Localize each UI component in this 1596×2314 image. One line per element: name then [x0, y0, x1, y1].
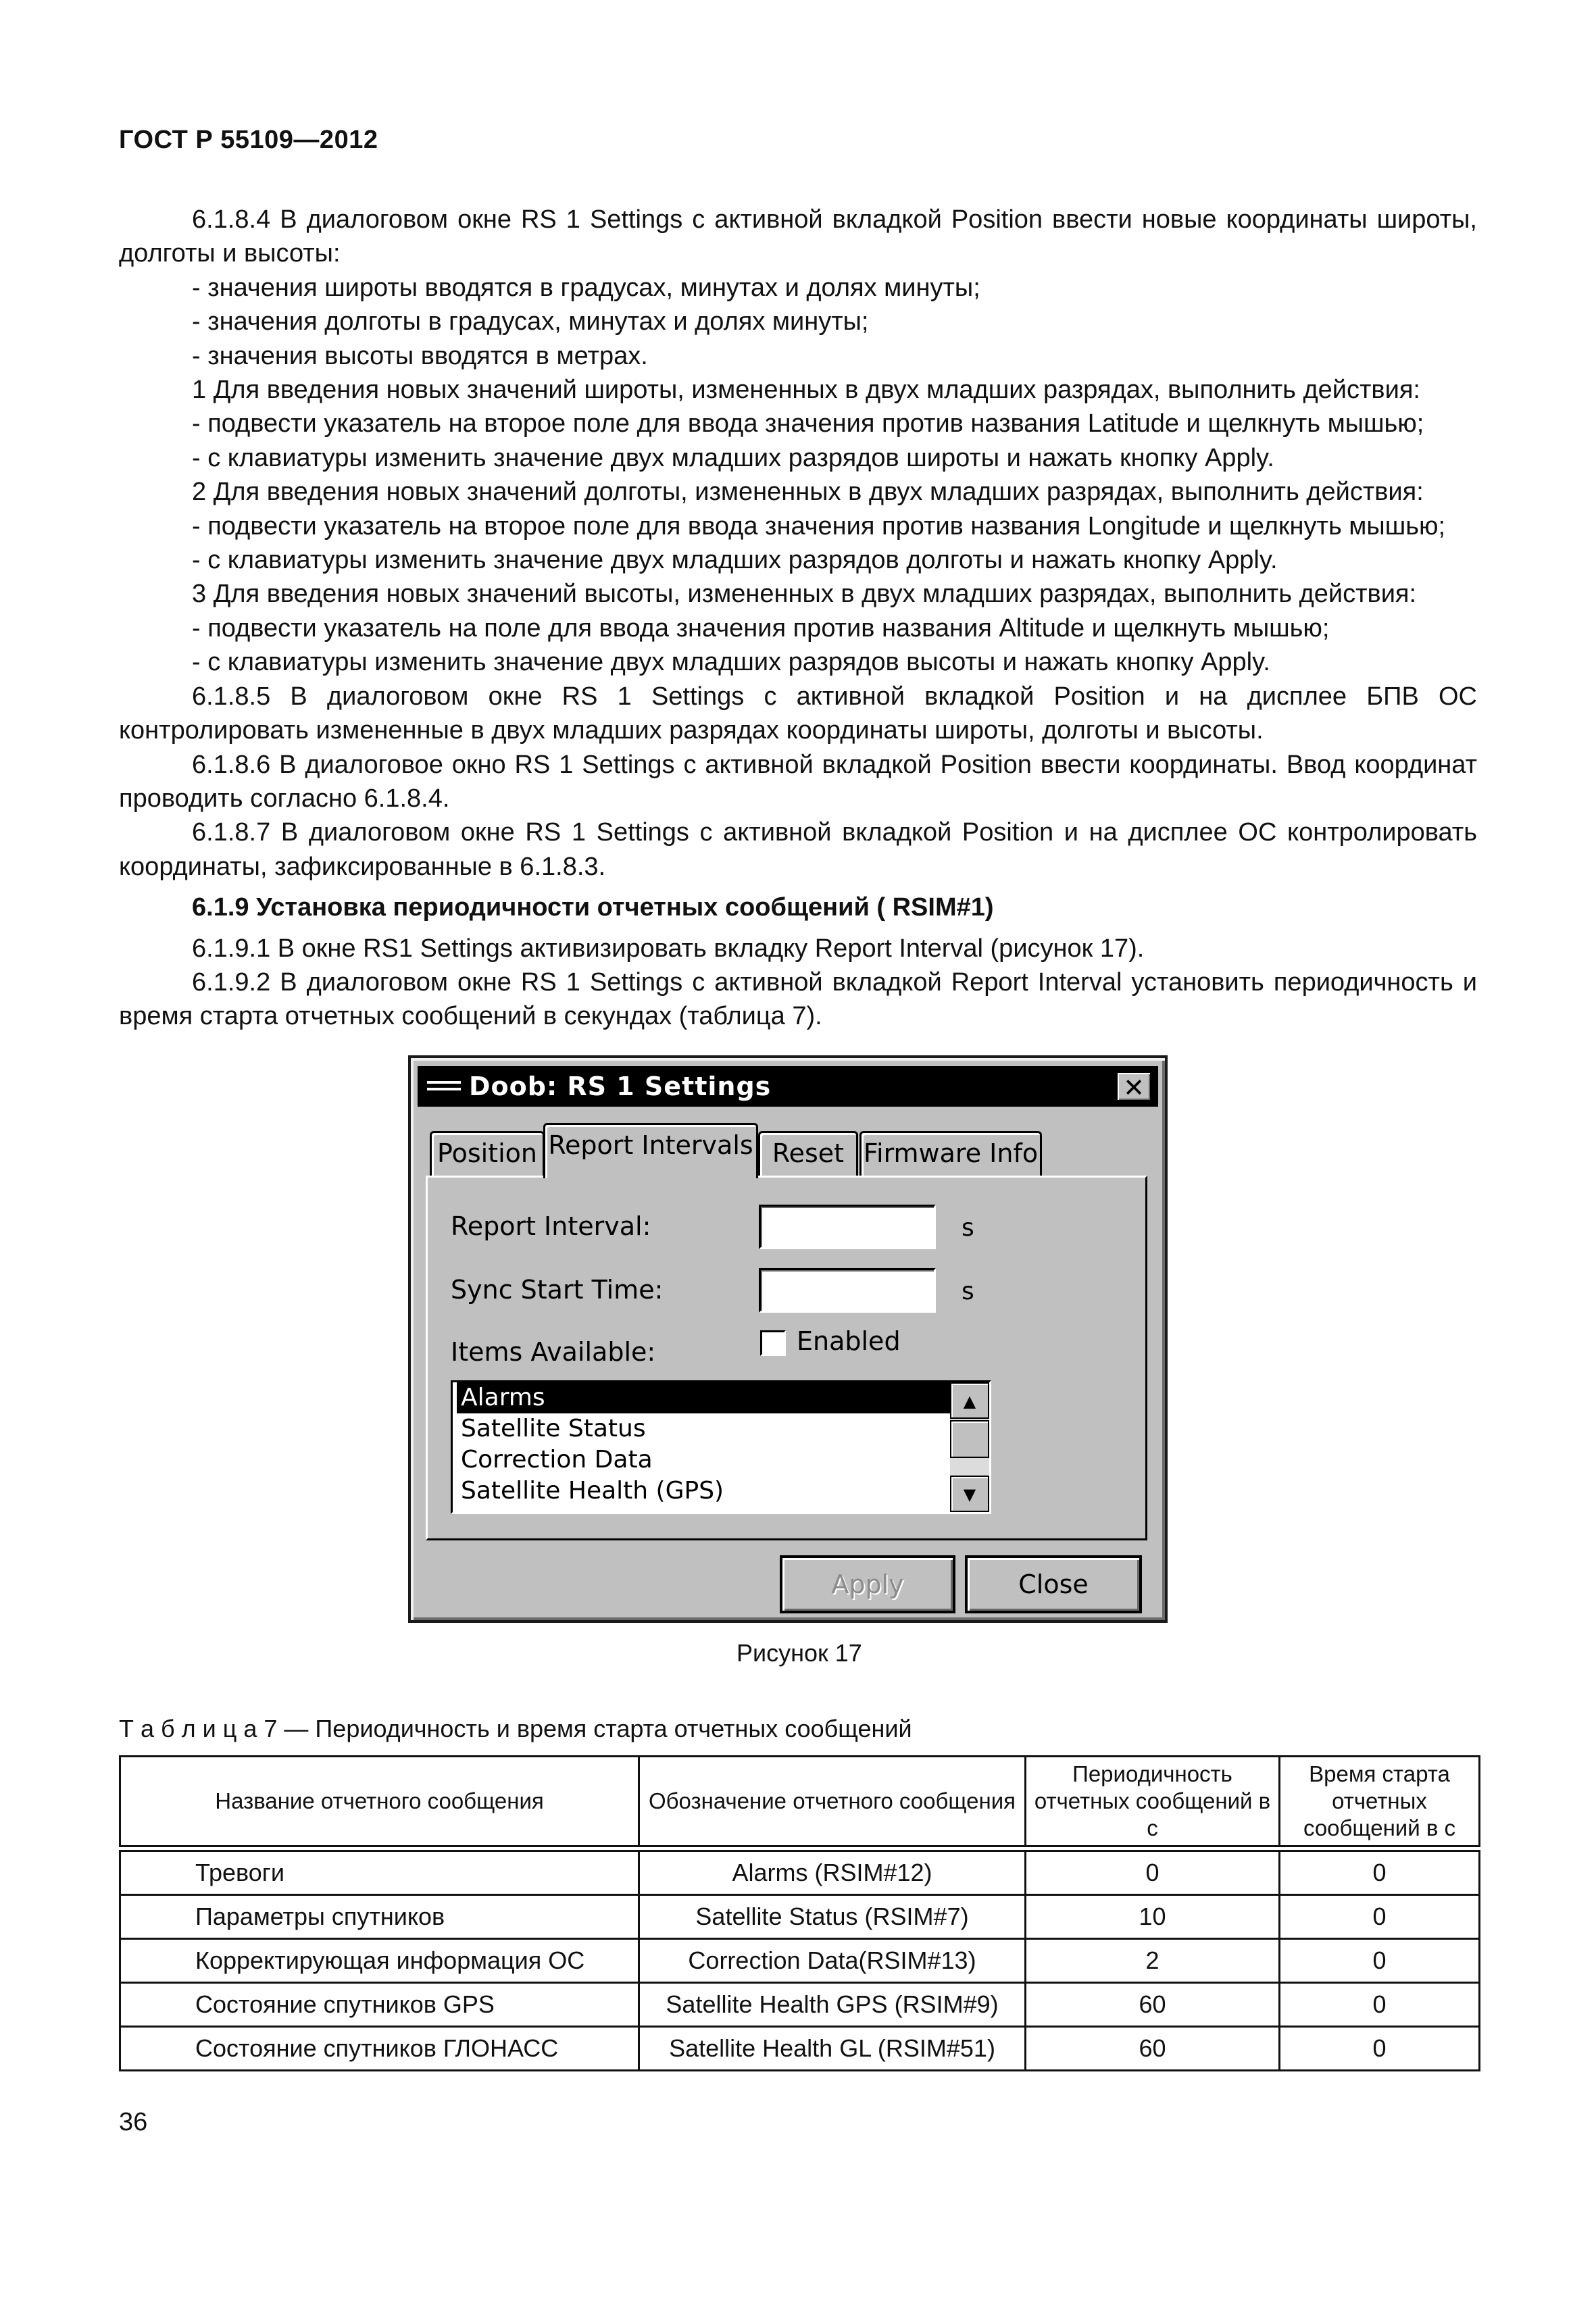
list-item: - с клавиатуры изменить значение двух младших разрядов высоты и нажать кнопку Apply. — [192, 648, 1270, 677]
page-number: 36 — [119, 2108, 148, 2136]
close-button[interactable]: Close — [965, 1555, 1142, 1613]
paragraph: 6.1.8.6 В диалоговое окно RS 1 Settings с активной вкладкой Position ввести координаты. Ввод координат проводить согласно 6.1.8.4. — [119, 750, 1477, 813]
report-interval-unit: s — [962, 1214, 974, 1242]
table-cell: 10 — [1026, 1895, 1280, 1939]
table-cell: Satellite Health GL (RSIM#51) — [639, 2027, 1026, 2071]
list-item[interactable]: Correction Data — [461, 1446, 653, 1474]
table-cell: 0 — [1280, 1848, 1480, 1895]
note-item: 3 Для введения новых значений высоты, измененных в двух младших разрядах, выполнить действия: — [192, 580, 1417, 609]
table-cell: 2 — [1026, 1939, 1280, 1983]
list-item: - значения широты вводятся в градусах, минутах и долях минуты; — [192, 273, 980, 302]
table-row — [120, 1895, 1480, 1939]
report-interval-input[interactable] — [759, 1205, 936, 1249]
dialog-titlebar[interactable] — [418, 1066, 1158, 1107]
report-intervals-panel — [426, 1176, 1147, 1540]
settings-dialog — [408, 1055, 1168, 1623]
table-row — [120, 1848, 1480, 1895]
table-cell: Correction Data(RSIM#13) — [639, 1939, 1026, 1983]
scroll-up-icon[interactable]: ▲ — [950, 1382, 989, 1419]
table-cell: 0 — [1280, 1983, 1480, 2027]
listbox-scrollbar[interactable] — [950, 1382, 989, 1512]
window-menu-icon[interactable] — [427, 1081, 461, 1090]
note-item: 2 Для введения новых значений долготы, измененных в двух младших разрядах, выполнить действия: — [192, 478, 1424, 507]
dialog-title: Doob: RS 1 Settings — [469, 1072, 772, 1101]
tab-reset[interactable]: Reset — [758, 1131, 858, 1176]
enabled-label: Enabled — [797, 1326, 901, 1356]
list-item: - подвести указатель на второе поле для ввода значения против названия Latitude и щелкнуть мышью; — [192, 409, 1424, 438]
table-header: Название отчетного сообщения — [120, 1757, 639, 1849]
table-cell: 0 — [1280, 2027, 1480, 2071]
list-item[interactable]: Satellite Health (GPS) — [461, 1477, 724, 1505]
table-header: Обозначение отчетного сообщения — [639, 1757, 1026, 1849]
paragraph: 6.1.8.7 В диалоговом окне RS 1 Settings с активной вкладкой Position и на дисплее ОС контролировать координаты, зафиксированные в 6.1.8.3. — [119, 818, 1477, 881]
table-row — [120, 2027, 1480, 2071]
apply-button[interactable]: Apply — [780, 1555, 955, 1613]
list-item: - значения высоты вводятся в метрах. — [192, 341, 648, 370]
enabled-checkbox[interactable] — [760, 1330, 786, 1356]
section-heading: 6.1.9 Установка периодичности отчетных сообщений ( RSIM#1) — [192, 893, 994, 922]
table-title: Т а б л и ц а 7 — Периодичность и время старта отчетных сообщений — [119, 1715, 912, 1742]
list-item: - подвести указатель на поле для ввода значения против названия Altitude и щелкнуть мышью; — [192, 613, 1330, 643]
table-cell: Состояние спутников GPS — [120, 1983, 639, 2027]
paragraph: 6.1.8.5 В диалоговом окне RS 1 Settings с активной вкладкой Position и на дисплее БПВ ОС контролировать измененные в двух младших разрядах координаты широты, долготы и высоты. — [119, 682, 1477, 745]
table-cell: 60 — [1026, 1983, 1280, 2027]
body-text — [119, 203, 1477, 1034]
paragraph: 6.1.8.4 В диалоговом окне RS 1 Settings с активной вкладкой Position ввести новые координаты широты, долготы и высоты: — [119, 205, 1477, 268]
tab-report-intervals[interactable]: Report Intervals — [543, 1123, 758, 1178]
list-item: - значения долготы в градусах, минутах и долях минуты; — [192, 307, 869, 336]
table-cell: Корректирующая информация ОС — [120, 1939, 639, 1983]
tab-position[interactable]: Position — [430, 1131, 545, 1176]
items-listbox[interactable] — [451, 1380, 991, 1514]
table-cell: Состояние спутников ГЛОНАСС — [120, 2027, 639, 2071]
table-header: Периодичность отчетных сообщений в с — [1026, 1757, 1280, 1849]
table-header-row — [120, 1757, 1480, 1849]
close-icon[interactable]: ✕ — [1116, 1072, 1151, 1101]
tab-firmware-info[interactable]: Firmware Info — [859, 1131, 1042, 1176]
sync-start-input[interactable] — [759, 1268, 936, 1313]
figure-caption: Рисунок 17 — [737, 1639, 862, 1667]
table-cell: 0 — [1280, 1895, 1480, 1939]
table-header: Время старта отчетных сообщений в с — [1280, 1757, 1480, 1849]
list-item: - подвести указатель на второе поле для ввода значения против названия Longitude и щелкнуть мышью; — [192, 511, 1446, 540]
table-cell: Satellite Status (RSIM#7) — [639, 1895, 1026, 1939]
table-row — [120, 1983, 1480, 2027]
list-item: - с клавиатуры изменить значение двух младших разрядов широты и нажать кнопку Apply. — [192, 443, 1274, 472]
table-cell: 0 — [1026, 1848, 1280, 1895]
table-cell: Тревоги — [120, 1848, 639, 1895]
list-item: - с клавиатуры изменить значение двух младших разрядов долготы и нажать кнопку Apply. — [192, 546, 1278, 575]
report-interval-label: Report Interval: — [451, 1211, 651, 1241]
table-cell: 0 — [1280, 1939, 1480, 1983]
table-row — [120, 1939, 1480, 1983]
paragraph: 6.1.9.2 В диалоговом окне RS 1 Settings с активной вкладкой Report Interval установить периодичность и время старта отчетных сообщений в секундах (таблица 7). — [119, 967, 1477, 1031]
list-item[interactable]: Alarms — [457, 1382, 950, 1413]
scroll-thumb[interactable] — [950, 1420, 989, 1458]
document-header: ГОСТ Р 55109—2012 — [119, 126, 378, 154]
table-cell: Параметры спутников — [120, 1895, 639, 1939]
sync-start-unit: s — [962, 1278, 974, 1305]
table-cell: Alarms (RSIM#12) — [639, 1848, 1026, 1895]
scroll-down-icon[interactable]: ▼ — [950, 1476, 989, 1512]
table-cell: Satellite Health GPS (RSIM#9) — [639, 1983, 1026, 2027]
paragraph: 6.1.9.1 В окне RS1 Settings активизировать вкладку Report Interval (рисунок 17). — [192, 934, 1145, 963]
items-available-label: Items Available: — [451, 1337, 656, 1367]
table-cell: 60 — [1026, 2027, 1280, 2071]
note-item: 1 Для введения новых значений широты, измененных в двух младших разрядах, выполнить действия: — [192, 376, 1420, 405]
report-table — [119, 1755, 1480, 2071]
sync-start-label: Sync Start Time: — [451, 1275, 664, 1305]
list-item[interactable]: Satellite Status — [461, 1415, 646, 1442]
